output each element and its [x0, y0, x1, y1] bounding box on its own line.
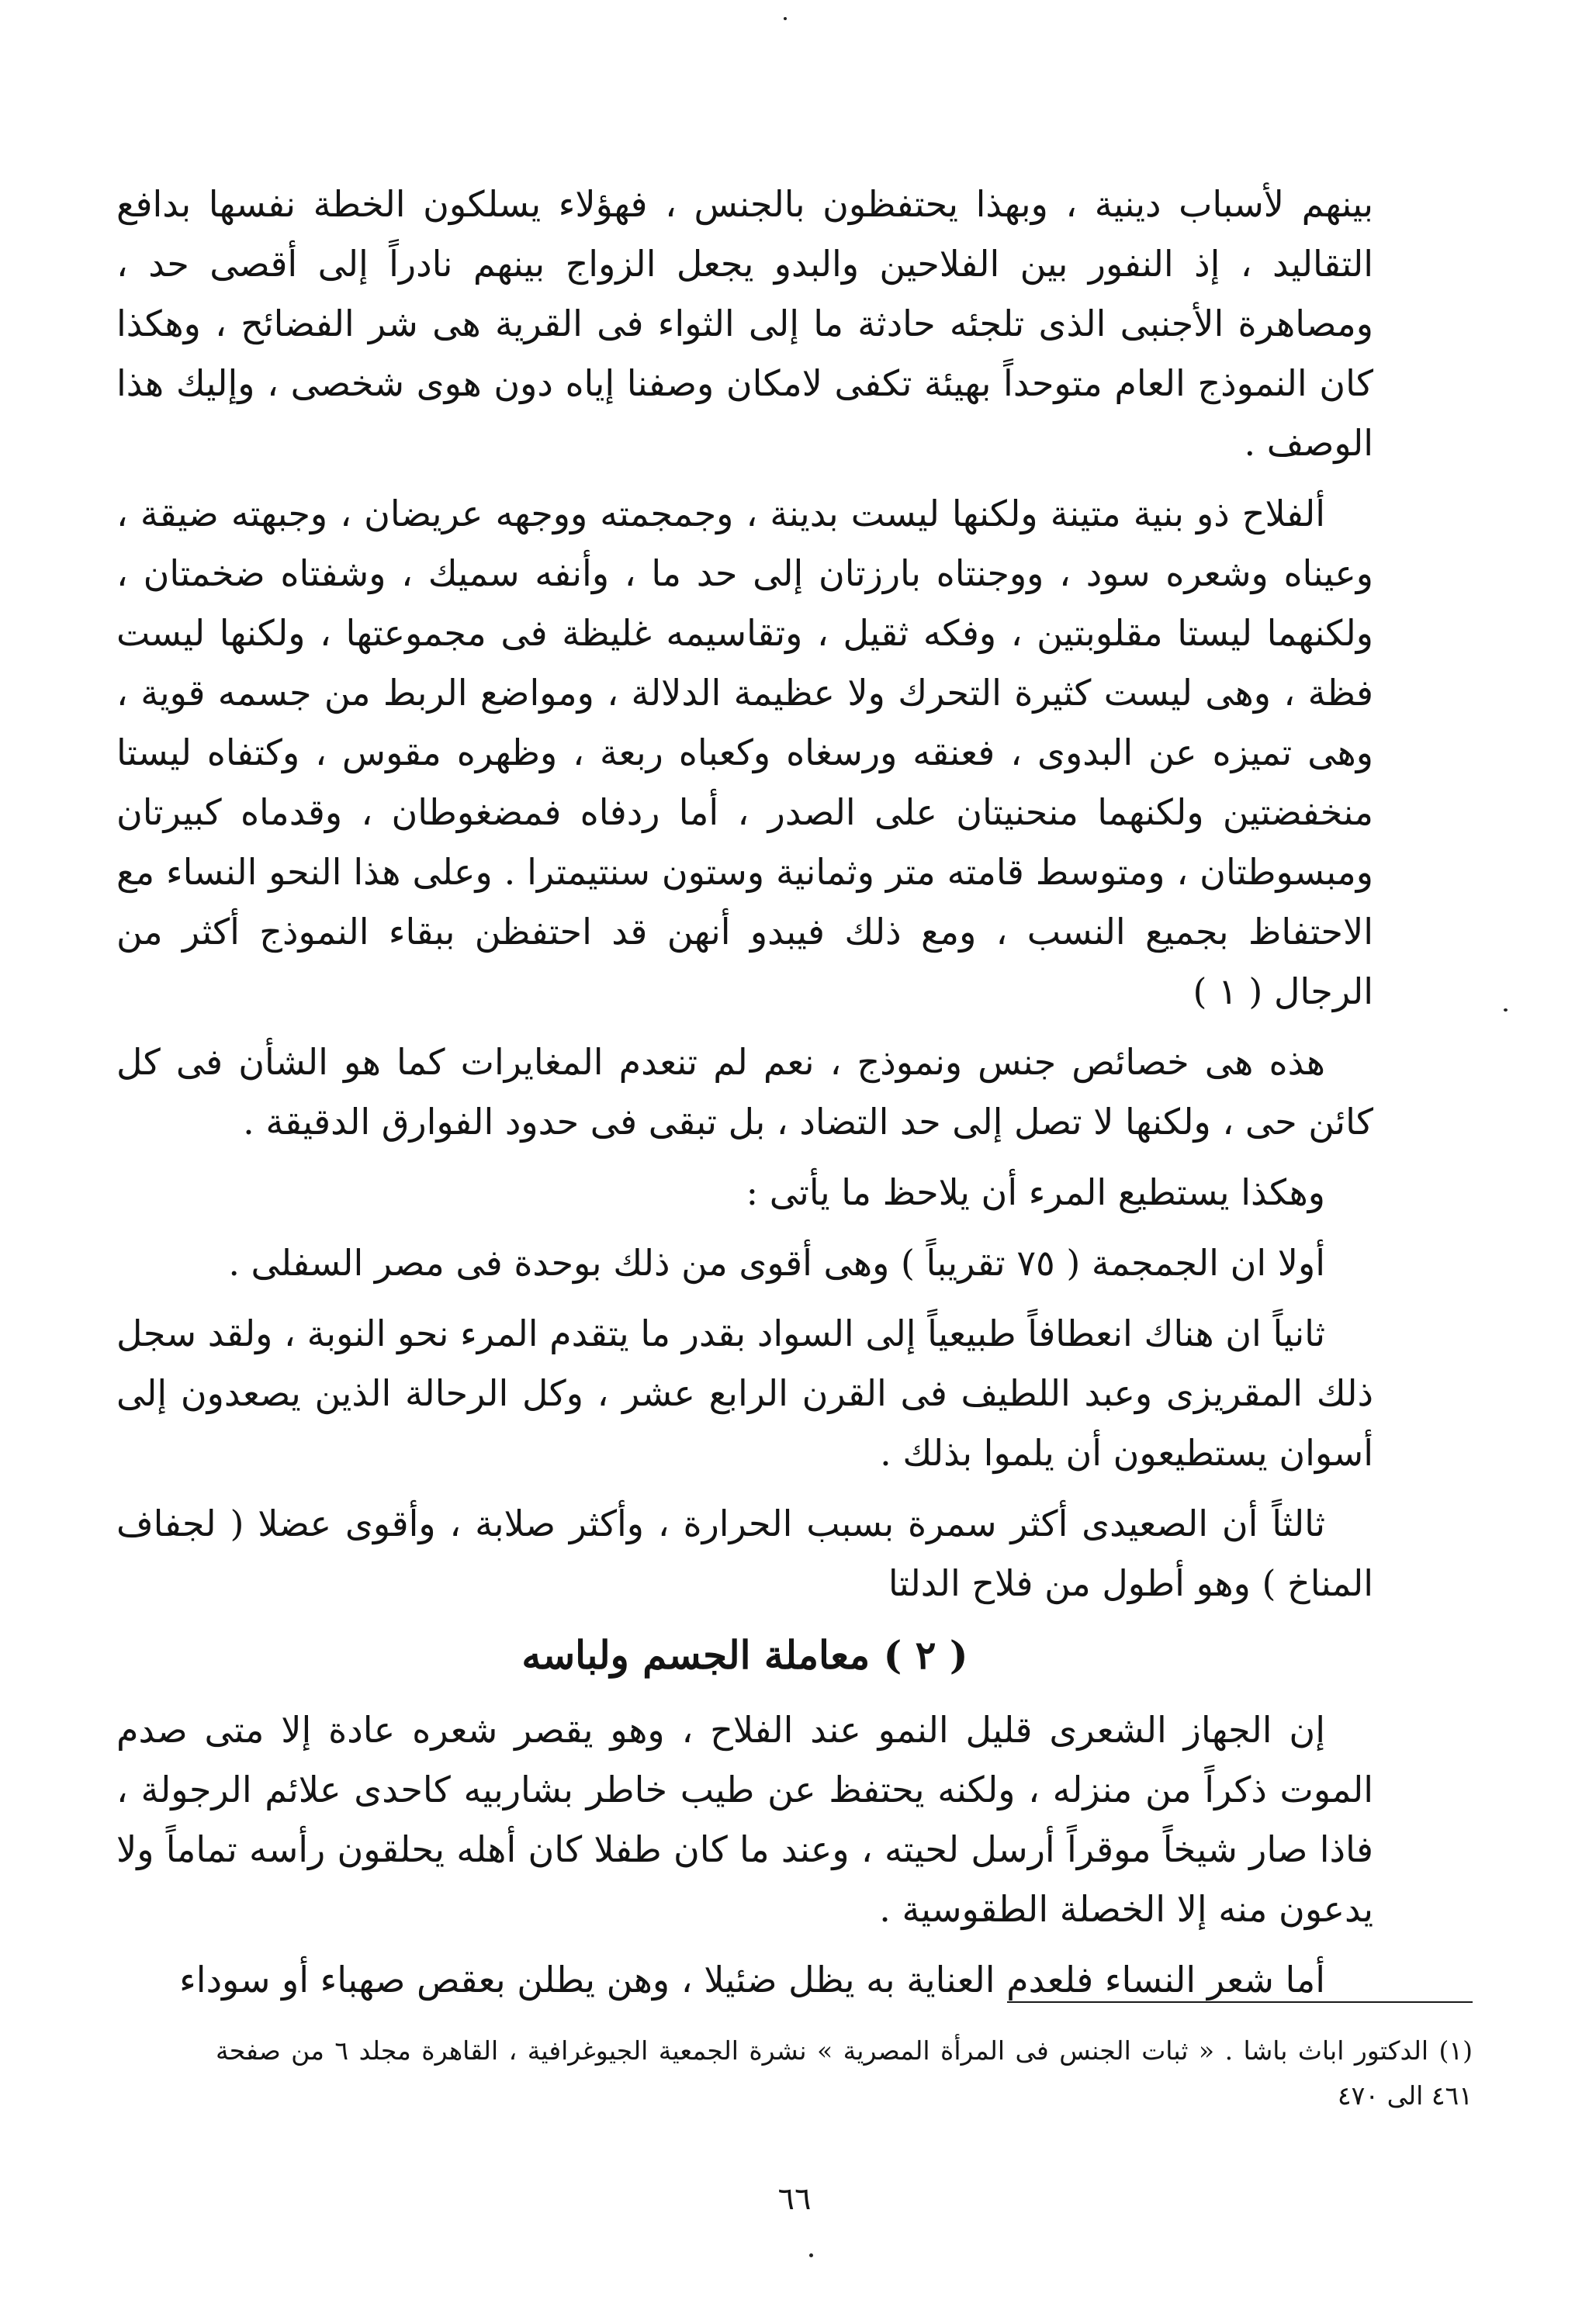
page-body — [116, 175, 1373, 2021]
section-heading: ( ٢ ) معاملة الجسم ولباسه — [521, 1632, 968, 1678]
paragraph-5: أولا ان الجمجمة ( ٧٥ تقريباً ) وهى أقوى من ذلك بوحدة فى مصر السفلى . — [228, 1242, 1325, 1284]
scan-speck — [809, 2253, 813, 2257]
paragraph-4: وهكذا يستطيع المرء أن يلاحظ ما يأتى : — [746, 1171, 1325, 1213]
paragraph-2: ألفلاح ذو بنية متينة ولكنها ليست بدينة ، وجمجمته ووجهه عريضان ، وجبهته ضيقة ، وعيناه وشعره سود ، ووجنتاه بارزتان إلى حد ما ، وأنفه سميك ، وشفتاه ضخمتان ، ولكنهما ليستا مقلوبتين ، وفكه ثقيل ، وتقاسيمه غليظة فى مجموعتها ، ولكنها ليست فظة ، وهى ليست كثيرة التحرك ولا عظيمة الدلالة ، ومواضع الربط من جسمه قوية ، وهى تميزه عن البدوى ، فعنقه ورسغاه وكعباه ربعة ، وظهره مقوس ، وكتفاه ليستا منخفضتين ولكنهما منحنيتان على الصدر ، أما ردفاه فمضغوطان ، وقدماه كبيرتان ومبسوطتان ، ومتوسط قامته متر وثمانية وستون سنتيمترا . وعلى هذا النحو النساء مع الاحتفاظ بجميع النسب ، ومع ذلك فيبدو أنهن قد احتفظن ببقاء النموذج أكثر من الرجال ( ١ ) — [116, 493, 1374, 1012]
footnote-divider — [1007, 2001, 1473, 2003]
scan-speck — [784, 17, 787, 20]
page-number: ٦٦ — [777, 2181, 812, 2217]
paragraph-9: أما شعر النساء فلعدم العناية به يظل ضئيلا ، وهن يطلن بعقص صهباء أو سوداء — [179, 1959, 1325, 2001]
footnote: (١) الدكتور اباث باشا . « ثبات الجنس فى المرأة المصرية » نشرة الجمعية الجيوغرافية ، القاهرة مجلد ٦ من صفحة ٤٦١ الى ٤٧٠ — [216, 2035, 1473, 2111]
scan-speck — [1504, 1008, 1508, 1012]
paragraph-3: هذه هى خصائص جنس ونموذج ، نعم لم تنعدم المغايرات كما هو الشأن فى كل كائن حى ، ولكنها لا تصل إلى حد التضاد ، بل تبقى فى حدود الفوارق الدقيقة . — [116, 1041, 1373, 1143]
paragraph-7: ثالثاً أن الصعيدى أكثر سمرة بسبب الحرارة ، وأكثر صلابة ، وأقوى عضلا ( لجفاف المناخ ) وهو أطول من فلاح الدلتا — [116, 1503, 1373, 1604]
paragraph-6: ثانياً ان هناك انعطافاً طبيعياً إلى السواد بقدر ما يتقدم المرء نحو النوبة ، ولقد سجل ذلك المقريزى وعبد اللطيف فى القرن الرابع عشر ، وكل الرحالة الذين يصعدون إلى أسوان يستطيعون أن يلموا بذلك . — [116, 1312, 1373, 1474]
paragraph-1: بينهم لأسباب دينية ، وبهذا يحتفظون بالجنس ، فهؤلاء يسلكون الخطة نفسها بدافع التقاليد ، إذ النفور بين الفلاحين والبدو يجعل الزواج بينهم نادراً إلى أقصى حد ، ومصاهرة الأجنبى الذى تلجئه حادثة ما إلى الثواء فى القرية هى شر الفضائح ، وهكذا كان النموذج العام متوحداً بهيئة تكفى لامكان وصفنا إياه دون هوى شخصى ، وإليك هذا الوصف . — [116, 183, 1373, 464]
paragraph-8: إن الجهاز الشعرى قليل النمو عند الفلاح ، وهو يقصر شعره عادة إلا متى صدم الموت ذكراً من منزله ، ولكنه يحتفظ عن طيب خاطر بشاربيه كاحدى علائم الرجولة ، فاذا صار شيخاً موقراً أرسل لحيته ، وعند ما كان طفلا كان أهله يحلقون رأسه تماماً ولا يدعون منه إلا الخصلة الطقوسية . — [116, 1709, 1373, 1930]
